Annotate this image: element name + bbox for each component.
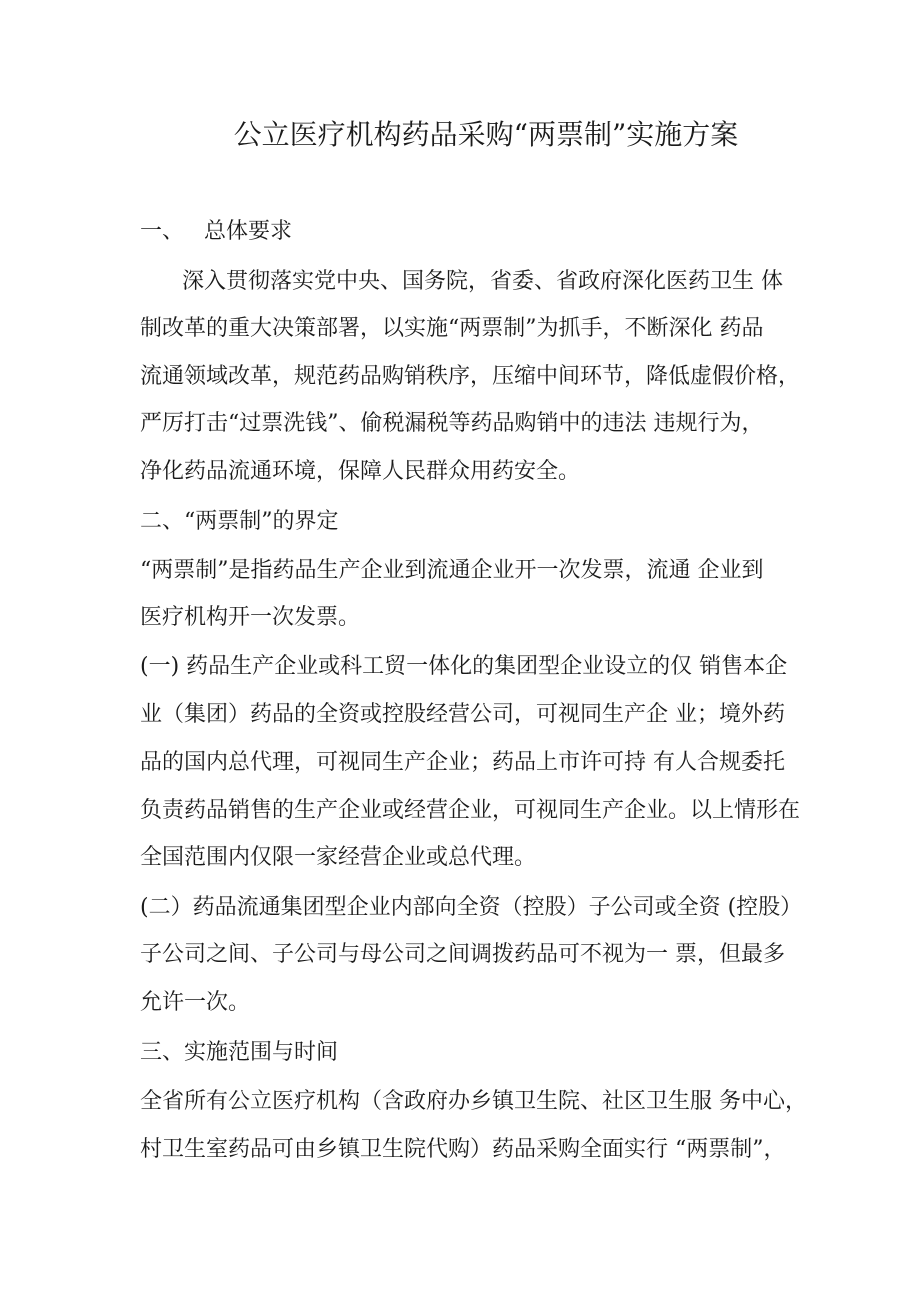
section-3-line: 全省所有公立医疗机构（含政府办乡镇卫生院、社区卫生服 务中心， xyxy=(140,1089,807,1114)
section-1-line: 净化药品流通环境，保障人民群众用药安全。 xyxy=(140,459,581,484)
document-title: 公立医疗机构药品采购“两票制”实施方案 xyxy=(233,118,739,151)
section-1-line: 流通领域改革，规范药品购销秩序，压缩中间环节，降低虚假价格， xyxy=(140,364,801,389)
section-1-line: 制改革的重大决策部署，以实施“两票制”为抓手，不断深化 药品 xyxy=(140,316,764,341)
section-3-line: 村卫生室药品可由乡镇卫生院代购）药品采购全面实行 “两票制”， xyxy=(140,1137,786,1162)
section-1-line: 深入贯彻落实党中央、国务院，省委、省政府深化医药卫生 体 xyxy=(182,269,783,294)
section-2-item-1-line: 全国范围内仅限一家经营企业或总代理。 xyxy=(140,845,537,870)
section-2-item-2-line: (二）药品流通集团型企业内部向全资（控股）子公司或全资 (控股） xyxy=(140,895,803,920)
section-2-item-1-line: 业（集团）药品的全资或控股经营公司，可视同生产企 业；境外药 xyxy=(140,702,785,727)
section-2-item-2-line: 允许一次。 xyxy=(140,990,251,1015)
section-2-heading: 二、“两票制”的界定 xyxy=(140,509,339,534)
section-1-number: 一、 xyxy=(140,219,185,244)
section-2-item-1-line: 负责药品销售的生产企业或经营企业，可视同生产企业。以上情形在 xyxy=(140,798,801,823)
section-2-definition-line: 医疗机构开一次发票。 xyxy=(140,605,361,630)
section-1-line: 严厉打击“过票洗钱”、偷税漏税等药品购销中的违法 违规行为， xyxy=(140,411,764,436)
section-3-heading: 三、实施范围与时间 xyxy=(140,1040,339,1065)
section-2-item-2-line: 子公司之间、子公司与母公司之间调拨药品可不视为一 票，但最多 xyxy=(140,942,785,967)
section-1-heading: 总体要求 xyxy=(204,219,293,244)
section-2-item-1-line: (一) 药品生产企业或科工贸一体化的集团型企业设立的仅 销售本企 xyxy=(140,654,788,679)
section-2-definition-line: “两票制”是指药品生产企业到流通企业开一次发票，流通 企业到 xyxy=(140,558,764,583)
section-2-item-1-line: 品的国内总代理，可视同生产企业；药品上市许可持 有人合规委托 xyxy=(140,750,785,775)
